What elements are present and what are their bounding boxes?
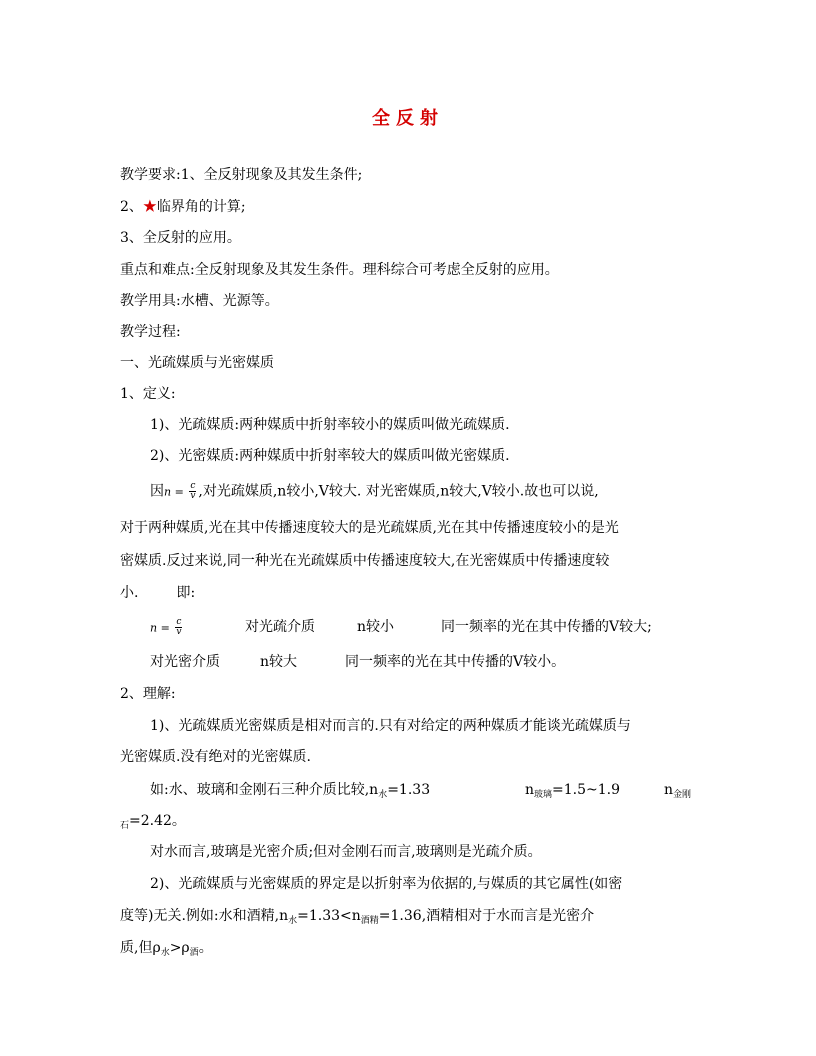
summary-formula: n = $\frac{c}{v}$: [150, 617, 182, 637]
star-icon: ★: [142, 199, 157, 215]
understanding-1-line-2: 光密媒质.没有绝对的光密媒质.: [120, 749, 311, 765]
explanation-line-2: 对于两种媒质,光在其中传播速度较大的是光疏媒质,光在其中传播速度较小的是光: [120, 520, 619, 536]
example-diamond: $n_{金刚}$: [664, 782, 692, 800]
teaching-tools: 教学用具:水槽、光源等。: [120, 293, 279, 309]
understanding-2-line-3: 质,但$\rho_水>\rho_酒$。: [120, 940, 213, 958]
example-line: 如:水、玻璃和金刚石三种介质比较$,n_水=1.33$: [150, 782, 431, 800]
understanding-1-line-1: 1)、光疏媒质光密媒质是相对而言的.只有对给定的两种媒质才能谈光疏媒质与: [150, 718, 631, 734]
requirements-line: 教学要求:1、全反射现象及其发生条件;: [120, 167, 363, 183]
explanation-line-4: 小. 即:: [120, 585, 196, 601]
summary-1-a: 对光疏介质: [245, 619, 315, 635]
summary-fraction: $\frac{c}{v}$: [176, 617, 182, 637]
requirement-item-2: 2、★临界角的计算;: [120, 199, 246, 215]
summary-1-b: n较小: [357, 619, 395, 635]
explanation-line-3: 密媒质.反过来说,同一种光在光疏媒质中传播速度较大,在光密媒质中传播速度较: [120, 553, 610, 569]
summary-2-c: 同一频率的光在其中传播的V较小。: [345, 654, 566, 670]
example-diamond-cont: $_石$=2.42。: [120, 813, 186, 831]
page-title: 全反射: [372, 108, 444, 129]
understanding-2-line-2: 度等)无关.例如:水和酒精$,n_水=1.33<n_{酒精}=1.36$,酒精相对于水而言是光密介: [120, 908, 595, 926]
requirement-item-3: 3、全反射的应用。: [120, 230, 241, 246]
definition-heading: 1、定义:: [120, 386, 176, 402]
example-conclusion: 对水而言,玻璃是光密介质;但对金刚石而言,玻璃则是光疏介质。: [150, 844, 542, 860]
understanding-heading: 2、理解:: [120, 686, 176, 702]
understanding-2-line-1: 2)、光疏媒质与光密媒质的界定是以折射率为依据的,与媒质的其它属性(如密: [150, 876, 623, 892]
explanation-line-1: 因n = $\frac{c}{v}$ ,对光疏媒质,n较小,V较大. 对光密媒质,n较大,V较小.故也可以说,: [150, 481, 599, 501]
formula-fraction: $\frac{c}{v}$: [190, 481, 196, 501]
definition-1: 1)、光疏媒质:两种媒质中折射率较小的媒质叫做光疏媒质.: [150, 417, 510, 433]
section-heading: 一、光疏媒质与光密媒质: [120, 355, 274, 371]
summary-1-c: 同一频率的光在其中传播的V较大;: [441, 619, 652, 635]
summary-2-a: 对光密介质: [150, 654, 220, 670]
definition-2: 2)、光密媒质:两种媒质中折射率较大的媒质叫做光密媒质.: [150, 448, 510, 464]
teaching-process: 教学过程:: [120, 324, 181, 340]
summary-2-b: n较大: [260, 654, 298, 670]
formula-n: n: [164, 485, 172, 499]
example-glass: $n_{玻璃}=1.5\sim 1.9$: [525, 782, 621, 800]
key-points: 重点和难点:全反射现象及其发生条件。理科综合可考虑全反射的应用。: [120, 262, 559, 278]
